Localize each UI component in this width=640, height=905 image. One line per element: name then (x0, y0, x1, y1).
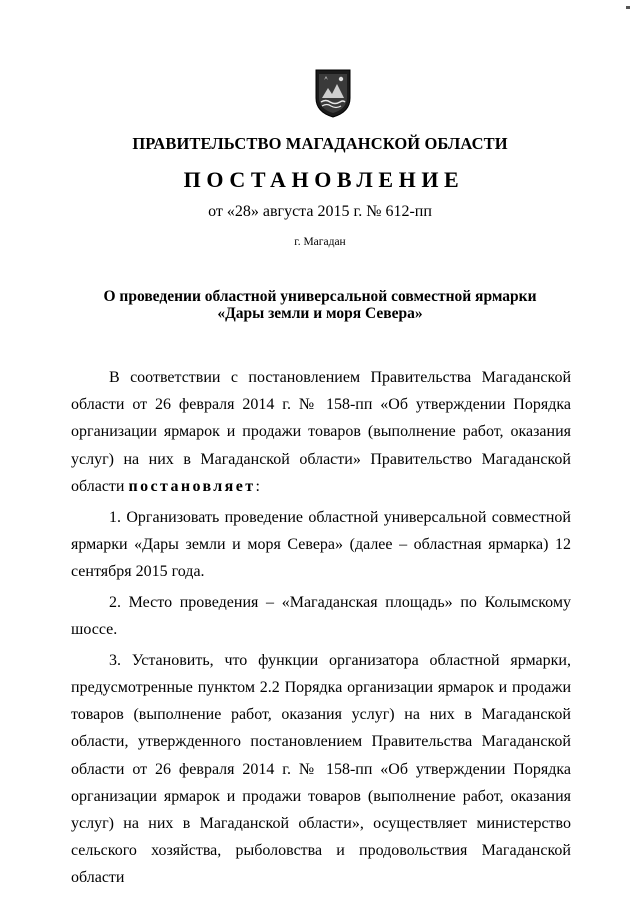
scan-mark (626, 6, 630, 9)
preamble-paragraph (71, 364, 571, 500)
document-body (71, 364, 571, 895)
preamble-text: В соответствии с постановлением Правительства Магаданской области от 26 февраля 2014 г. № 158-пп «Об утверждении Порядка организации ярмарок и продажи товаров (выполнение работ, оказания услуг) на них в Магаданской области» Правительство Магаданской области (71, 369, 571, 495)
decrees-colon: : (255, 477, 260, 495)
government-name: ПРАВИТЕЛЬСТВО МАГАДАНСКОЙ ОБЛАСТИ (132, 134, 508, 153)
document-city: г. Магадан (294, 236, 346, 248)
document-type: ПОСТАНОВЛЕНИЕ (183, 167, 465, 192)
item-2: 2. Место проведения – «Магаданская площадь» по Колымскому шоссе. (71, 593, 571, 639)
heading-line-2: «Дары земли и моря Севера» (217, 305, 423, 322)
document-heading (0, 288, 640, 322)
heading-line-1: О проведении областной универсальной совместной ярмарки (103, 288, 537, 305)
coat-of-arms-icon (314, 68, 352, 118)
item-3: 3. Установить, что функции организатора областной ярмарки, предусмотренные пунктом 2.2 Порядка организации ярмарок и продажи товаров (выполнение работ, оказания услуг) на них в Магаданской области, утвержденного постановлением Правительства Магаданской области от 26 февраля 2014 г. № 158-пп «Об утверждении Порядка организации ярмарок и продажи товаров (выполнение работ, оказания услуг) на них в Магаданской области», осуществляет министерство сельского хозяйства, рыболовства и продовольствия Магаданской области (71, 651, 571, 887)
document-date-number: от «28» августа 2015 г. № 612-пп (208, 203, 432, 220)
decrees-word: постановляет (128, 477, 256, 495)
item-1: 1. Организовать проведение областной универсальной совместной ярмарки «Дары земли и моря Севера» (далее – областная ярмарка) 12 сентября 2015 года. (71, 508, 571, 581)
